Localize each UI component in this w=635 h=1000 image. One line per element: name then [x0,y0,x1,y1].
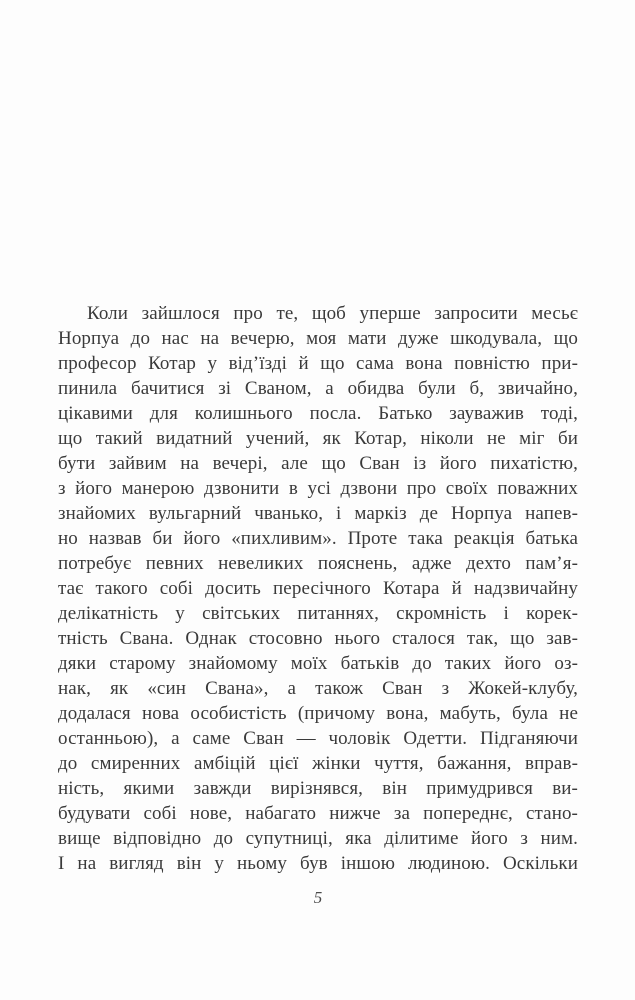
text-line: но назвав би його «пихливим». Проте така реакція батька [58,528,578,549]
text-line: ність, якими завжди вирізнявся, він примудрився ви- [58,778,578,799]
text-line: з його манерою дзвонити в усі дзвони про своїх поважних [58,478,578,499]
text-line: вище відповідно до супутниці, яка ділитиме його з ним. [58,828,578,849]
body-paragraph [58,301,578,876]
text-line: тність Свана. Однак стосовно нього сталося так, що зав- [58,628,578,649]
text-line: І на вигляд він у ньому був іншою людиною. Оскільки [58,853,578,874]
text-line: делікатність у світських питаннях, скромність і корек- [58,603,578,624]
text-line: Коли зайшлося про те, щоб уперше запросити месьє [87,303,578,324]
text-line: що такий видатний учений, як Котар, ніколи не міг би [58,428,578,449]
text-line: знайомих вульгарний чванько, і маркіз де Норпуа напев- [58,503,578,524]
text-line: професор Котар у від’їзді й що сама вона повністю при- [58,353,578,374]
text-line: додалася нова особистість (причому вона, мабуть, була не [58,703,578,724]
text-line: до смиренних амбіцій цієї жінки чуття, бажання, вправ- [58,753,578,774]
text-line: нак, як «син Свана», а також Сван з Жокей-клубу, [58,678,578,699]
text-line: будувати собі нове, набагато нижче за попереднє, стано- [58,803,578,824]
text-line: дяки старому знайомому моїх батьків до таких його оз- [58,653,578,674]
text-line: останньою), а саме Сван — чоловік Одетти. Підганяючи [58,728,578,749]
text-line: цікавими для колишнього посла. Батько зауважив тоді, [58,403,578,424]
text-line: бути зайвим на вечері, але що Сван із його пихатістю, [58,453,578,474]
text-line: потребує певних невеликих пояснень, адже дехто пам’я- [58,553,578,574]
page-number: 5 [313,888,323,907]
text-line: пинила бачитися зі Сваном, а обидва були б, звичайно, [58,378,578,399]
text-line: тає такого собі досить пересічного Котара й надзвичайну [58,578,578,599]
text-line: Норпуа до нас на вечерю, моя мати дуже шкодувала, що [58,328,578,349]
